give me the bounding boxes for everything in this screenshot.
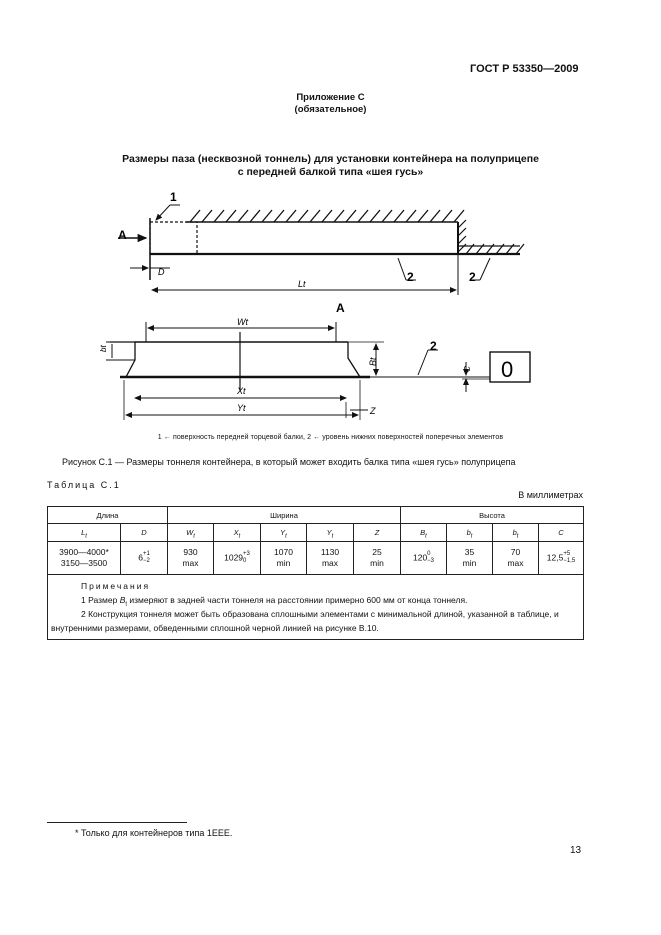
label-d: D [158, 267, 165, 277]
value-bt-upper: 120 0 −3 [401, 542, 447, 575]
table-header-row [48, 524, 584, 542]
label-bt-upper: Bt [368, 357, 378, 366]
label-lt: Lt [298, 279, 306, 289]
footnote: * Только для контейнеров типа 1ЕЕЕ. [75, 828, 233, 838]
callout-1: 1 [170, 190, 177, 204]
figure-legend: 1 ← поверхность передней торцевой балки, 2 ← уровень нижних поверхностей поперечных элементов [157, 434, 504, 441]
appendix-heading [0, 92, 661, 116]
header-yt-2: $Y_t$ [307, 524, 354, 542]
appendix-title: Приложение С [296, 92, 365, 103]
label-z: Z [370, 406, 376, 416]
value-bt-2: 70 max [493, 542, 539, 575]
label-c: C [463, 366, 472, 372]
dimensions-table [47, 506, 584, 640]
label-yt: Yt [237, 403, 246, 413]
figure-title-line2: с передней балкой типа «шея гусь» [237, 166, 424, 178]
value-z: 25 min [354, 542, 401, 575]
header-xt: $X_t$ [214, 524, 261, 542]
table-notes [48, 575, 584, 640]
front-view [99, 317, 530, 420]
table-units: В миллиметрах [518, 490, 583, 500]
header-z: Z [354, 524, 401, 542]
value-wt: 930 max [168, 542, 214, 575]
figure-title [0, 153, 661, 179]
side-view [118, 190, 524, 295]
note-2: 2 Конструкция тоннеля может быть образована сплошными элементами с минимальной длиной, указанной в таблице, и внутренними размерами, обведенными сплошной черной линией на рисунке В.10. [51, 609, 559, 633]
value-yt-2: 1130 max [307, 542, 354, 575]
header-bt-upper: $B_t$ [401, 524, 447, 542]
value-yt-1: 1070 min [261, 542, 307, 575]
value-c: 12,5 +5 −1,5 [539, 542, 584, 575]
value-lt: 3900—4000* 3150—3500 [48, 542, 121, 575]
label-box-zero: 0 [501, 357, 514, 382]
callout-2b: 2 [469, 270, 476, 284]
table-value-row [48, 542, 584, 575]
header-bt-2: $b_t$ [493, 524, 539, 542]
note-1: 1 Размер $B_t$ измеряют в задней части тоннеля на расстоянии примерно 600 мм от конца тоннеля. [81, 595, 468, 608]
figure-title-line1: Размеры паза (несквозной тоннель) для установки контейнера на полуприцепе [122, 153, 539, 165]
group-length: Длина [48, 507, 168, 524]
label-xt: Xt [237, 386, 246, 396]
value-bt-1: 35 min [447, 542, 493, 575]
label-wt: Wt [237, 317, 248, 327]
hatch-top [190, 210, 464, 222]
table-label: Таблица С.1 [47, 480, 121, 490]
appendix-note: (обязательное) [294, 104, 367, 115]
header-bt-1: $b_t$ [447, 524, 493, 542]
footnote-rule [47, 822, 187, 823]
group-width: Ширина [168, 507, 401, 524]
callout-2c: 2 [430, 339, 437, 353]
header-yt-1: $Y_t$ [261, 524, 307, 542]
value-d: 6 +1 −2 [121, 542, 168, 575]
group-height: Высота [401, 507, 584, 524]
page-number: 13 [570, 845, 582, 856]
notes-heading: Примечания [81, 581, 151, 591]
technical-drawing [0, 180, 661, 430]
callout-2a: 2 [407, 270, 414, 284]
label-arrow-a: A [118, 228, 127, 242]
table-notes-row [48, 575, 584, 640]
header-lt: $L_t$ [48, 524, 121, 542]
header-d: D [121, 524, 168, 542]
header-c: C [539, 524, 584, 542]
header-wt: $W_t$ [168, 524, 214, 542]
label-bt: bt [99, 345, 108, 352]
label-view-a: A [336, 301, 345, 315]
value-xt: 1029 +3 0 [214, 542, 261, 575]
figure-caption: Рисунок С.1 — Размеры тоннеля контейнера, в который может входить балка типа «шея гусь» полуприцепа [62, 457, 516, 467]
standard-number: ГОСТ Р 53350—2009 [470, 63, 579, 75]
table-group-row [48, 507, 584, 524]
